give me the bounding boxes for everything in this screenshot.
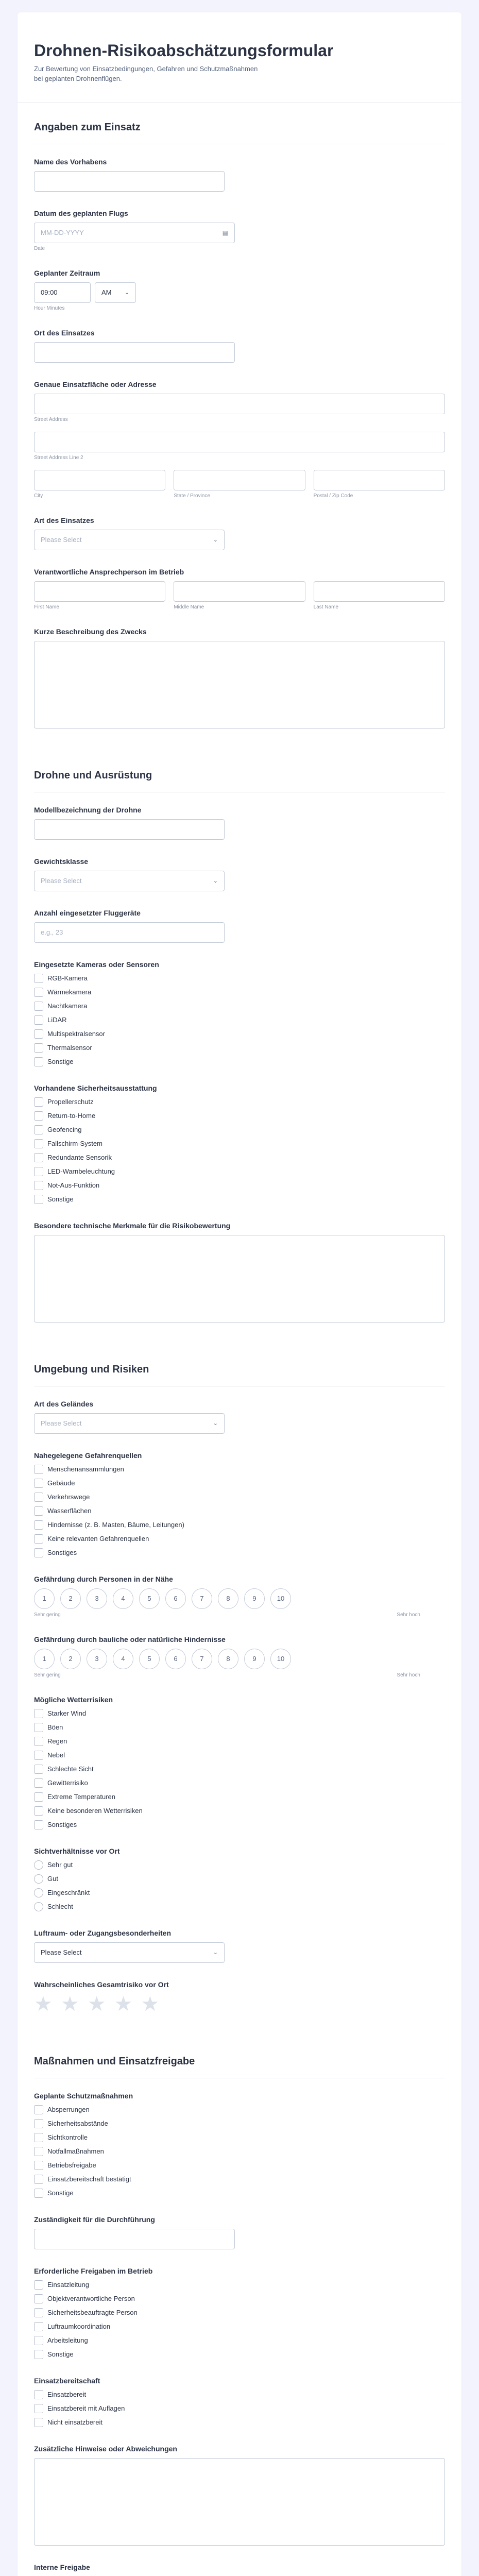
time-input[interactable]: 09:00 xyxy=(34,282,91,303)
star-icon[interactable]: ★ xyxy=(60,1992,79,2015)
option-label: Absperrungen xyxy=(47,2106,90,2114)
section-einsatz xyxy=(18,103,461,751)
checkbox-option[interactable] xyxy=(34,1737,445,1746)
option-label: Hindernisse (z. B. Masten, Bäume, Leitungen) xyxy=(47,1521,184,1529)
street2-sub: Street Address Line 2 xyxy=(34,454,83,461)
checkbox[interactable] xyxy=(34,1153,43,1162)
scale-option[interactable]: 2 xyxy=(60,1588,81,1609)
checkbox-option[interactable] xyxy=(34,2308,445,2317)
checkbox-option[interactable] xyxy=(34,1139,445,1148)
section-drohne xyxy=(18,751,461,1345)
checkbox-option[interactable] xyxy=(34,1778,445,1788)
field-responsible xyxy=(34,2215,445,2249)
measures-label: Geplante Schutzmaßnahmen xyxy=(34,2091,133,2100)
option-label: Sicherheitsabstände xyxy=(47,2120,108,2128)
checkbox[interactable] xyxy=(34,1723,43,1732)
option-label: Nebel xyxy=(47,1751,65,1759)
option-label: Sonstige xyxy=(47,1058,74,1066)
scale-option[interactable]: 6 xyxy=(165,1588,186,1609)
checkbox-option[interactable] xyxy=(34,1751,445,1760)
ampm-value: AM xyxy=(101,289,112,297)
checkbox[interactable] xyxy=(34,1125,43,1134)
checkbox[interactable] xyxy=(34,1057,43,1066)
option-label: Keine besonderen Wetterrisiken xyxy=(47,1807,143,1815)
option-label: Verkehrswege xyxy=(47,1493,90,1501)
weight-label: Gewichtsklasse xyxy=(34,857,89,866)
section-title: Drohne und Ausrüstung xyxy=(34,770,445,792)
option-label: Arbeitsleitung xyxy=(47,2336,88,2345)
checkbox[interactable] xyxy=(34,1015,43,1025)
scale-option[interactable]: 4 xyxy=(113,1588,133,1609)
first-sub: First Name xyxy=(34,604,59,610)
scale-option[interactable]: 1 xyxy=(34,1649,55,1669)
field-place xyxy=(34,329,445,363)
checkbox-option[interactable] xyxy=(34,2189,445,2198)
date-placeholder: MM-DD-YYYY xyxy=(41,229,84,237)
weight-select[interactable] xyxy=(34,871,225,891)
option-label: Propellerschutz xyxy=(47,1098,94,1106)
checkbox-option[interactable] xyxy=(34,1111,445,1121)
option-label: Gut xyxy=(47,1875,58,1883)
option-label: Gebäude xyxy=(47,1479,75,1487)
option-label: Schlecht xyxy=(47,1903,73,1911)
field-type xyxy=(34,516,445,550)
count-input[interactable]: e.g., 23 xyxy=(34,922,225,943)
checkbox[interactable] xyxy=(34,1534,43,1544)
chevron-down-icon: ⌄ xyxy=(213,1950,218,1956)
field-measures xyxy=(34,2092,445,2198)
checkbox-option[interactable] xyxy=(34,2147,445,2156)
form-subtitle: Zur Bewertung von Einsatzbedingungen, Gefahren und Schutzmaßnahmen bei geplanten Drohnenflügen. xyxy=(34,65,258,82)
checkbox[interactable] xyxy=(34,1778,43,1788)
star-icon[interactable]: ★ xyxy=(141,1992,160,2015)
checkbox-option[interactable] xyxy=(34,988,445,997)
field-contact xyxy=(34,568,445,610)
signature-label: Interne Freigabe xyxy=(34,2563,90,2571)
option-label: Einsatzbereit mit Auflagen xyxy=(47,2404,125,2413)
option-label: Eingeschränkt xyxy=(47,1889,90,1897)
option-label: Einsatzbereitschaft bestätigt xyxy=(47,2175,131,2183)
scale-high-label: Sehr hoch xyxy=(397,1612,420,1618)
checkbox[interactable] xyxy=(34,1820,43,1829)
field-address xyxy=(34,380,445,499)
option-label: Objektverantwortliche Person xyxy=(47,2295,135,2303)
checkbox-option[interactable] xyxy=(34,1057,445,1066)
checkbox-option[interactable] xyxy=(34,2280,445,2290)
middle-name-input[interactable] xyxy=(174,581,305,602)
checkbox-option[interactable] xyxy=(34,1709,445,1718)
option-label: Redundante Sensorik xyxy=(47,1154,112,1162)
field-cams xyxy=(34,960,445,1066)
checkbox-option[interactable] xyxy=(34,1792,445,1802)
field-model xyxy=(34,806,445,840)
last-sub: Last Name xyxy=(313,604,339,610)
checkbox[interactable] xyxy=(34,2308,43,2317)
model-input[interactable] xyxy=(34,819,225,840)
checkbox[interactable] xyxy=(34,1465,43,1474)
field-ready xyxy=(34,2377,445,2427)
field-approvals xyxy=(34,2267,445,2359)
scale-option[interactable]: 5 xyxy=(139,1588,160,1609)
approvals-label: Erforderliche Freigaben im Betrieb xyxy=(34,2266,153,2275)
checkbox[interactable] xyxy=(34,1751,43,1760)
risk-rating xyxy=(34,1994,445,2014)
field-weight xyxy=(34,857,445,891)
notes-textarea[interactable] xyxy=(34,2458,445,2546)
checkbox-option[interactable] xyxy=(34,1479,445,1488)
option-label: Multispektralsensor xyxy=(47,1030,105,1038)
option-label: Schlechte Sicht xyxy=(47,1765,94,1773)
radio-button[interactable] xyxy=(34,1888,43,1897)
scale-low-label: Sehr gering xyxy=(34,1612,61,1618)
star-icon[interactable]: ★ xyxy=(87,1992,106,2015)
option-label: Sichtkontrolle xyxy=(47,2133,88,2142)
street-sub: Street Address xyxy=(34,416,68,422)
checkbox[interactable] xyxy=(34,2404,43,2413)
obstacles-label: Gefährdung durch bauliche oder natürliche Hindernisse xyxy=(34,1635,226,1643)
checkbox[interactable] xyxy=(34,1806,43,1816)
state-input[interactable] xyxy=(174,470,305,490)
scale-option[interactable]: 10 xyxy=(270,1649,291,1669)
cams-label: Eingesetzte Kameras oder Sensoren xyxy=(34,960,159,969)
scale-option[interactable]: 1 xyxy=(34,1588,55,1609)
checkbox-option[interactable] xyxy=(34,2119,445,2128)
checkbox[interactable] xyxy=(34,1765,43,1774)
scale-option[interactable]: 9 xyxy=(244,1588,265,1609)
checkbox[interactable] xyxy=(34,1493,43,1502)
scale-option[interactable]: 8 xyxy=(218,1649,238,1669)
option-label: Sonstige xyxy=(47,2189,74,2197)
option-label: Starker Wind xyxy=(47,1709,87,1718)
chevron-down-icon: ⌄ xyxy=(213,1420,218,1427)
option-label: Notfallmaßnahmen xyxy=(47,2147,104,2156)
ready-label: Einsatzbereitschaft xyxy=(34,2376,100,2385)
scale-option[interactable]: 2 xyxy=(60,1649,81,1669)
field-purpose xyxy=(34,628,445,728)
checkbox[interactable] xyxy=(34,2189,43,2198)
form-header xyxy=(18,12,461,103)
first-name-input[interactable] xyxy=(34,581,165,602)
weight-placeholder: Please Select xyxy=(41,877,82,885)
scale-high-label: Sehr hoch xyxy=(397,1672,420,1678)
checkbox-option[interactable] xyxy=(34,2336,445,2345)
option-label: Nicht einsatzbereit xyxy=(47,2418,102,2427)
option-label: Return-to-Home xyxy=(47,1112,96,1120)
calendar-icon[interactable]: ▦ xyxy=(222,229,228,236)
option-label: Regen xyxy=(47,1737,67,1745)
checkbox[interactable] xyxy=(34,1043,43,1053)
option-label: Wärmekamera xyxy=(47,988,92,996)
checkbox-option[interactable] xyxy=(34,1493,445,1502)
city-input[interactable] xyxy=(34,470,165,490)
zip-input[interactable] xyxy=(314,470,445,490)
type-label: Art des Einsatzes xyxy=(34,516,94,524)
checkbox[interactable] xyxy=(34,2336,43,2345)
option-label: Sehr gut xyxy=(47,1861,73,1869)
scale-option[interactable]: 9 xyxy=(244,1649,265,1669)
option-label: Geofencing xyxy=(47,1126,82,1134)
checkbox[interactable] xyxy=(34,1737,43,1746)
state-sub: State / Province xyxy=(174,493,210,499)
scale-option[interactable]: 3 xyxy=(87,1588,107,1609)
notes-label: Zusätzliche Hinweise oder Abweichungen xyxy=(34,2444,177,2453)
form-card xyxy=(18,12,461,2576)
radio-option[interactable] xyxy=(34,1874,445,1884)
checkbox[interactable] xyxy=(34,1111,43,1121)
field-signature xyxy=(34,2563,445,2576)
scale-low-label: Sehr gering xyxy=(34,1672,61,1678)
checkbox[interactable] xyxy=(34,1029,43,1039)
field-count xyxy=(34,909,445,943)
section-title: Maßnahmen und Einsatzfreigabe xyxy=(34,2056,445,2078)
checkbox-option[interactable] xyxy=(34,1534,445,1544)
option-label: Menschenansammlungen xyxy=(47,1465,124,1473)
persons-scale xyxy=(34,1588,445,1609)
airspace-select[interactable] xyxy=(34,1942,225,1963)
terrain-placeholder: Please Select xyxy=(41,1419,82,1428)
model-label: Modellbezeichnung der Drohne xyxy=(34,805,142,814)
address-label: Genaue Einsatzfläche oder Adresse xyxy=(34,380,157,388)
obstacles-scale xyxy=(34,1649,445,1669)
option-label: Not-Aus-Funktion xyxy=(47,1181,100,1190)
checkbox-option[interactable] xyxy=(34,1548,445,1557)
checkbox-option[interactable] xyxy=(34,1723,445,1732)
scale-option[interactable]: 8 xyxy=(218,1588,238,1609)
checkbox-option[interactable] xyxy=(34,2294,445,2303)
checkbox[interactable] xyxy=(34,988,43,997)
time-sub: Hour Minutes xyxy=(34,305,65,311)
purpose-textarea[interactable] xyxy=(34,641,445,728)
ampm-select[interactable] xyxy=(95,282,136,303)
checkbox[interactable] xyxy=(34,1097,43,1107)
field-risk xyxy=(34,1980,445,2014)
purpose-label: Kurze Beschreibung des Zwecks xyxy=(34,627,147,636)
option-label: Luftraumkoordination xyxy=(47,2323,111,2331)
checkbox[interactable] xyxy=(34,2350,43,2359)
radio-button[interactable] xyxy=(34,1860,43,1870)
responsible-label: Zuständigkeit für die Durchführung xyxy=(34,2215,155,2224)
checkbox-option[interactable] xyxy=(34,974,445,983)
option-label: Fallschirm-System xyxy=(47,1140,102,1148)
checkbox[interactable] xyxy=(34,1167,43,1176)
checkbox-option[interactable] xyxy=(34,2418,445,2427)
checkbox-option[interactable] xyxy=(34,1125,445,1134)
field-features xyxy=(34,1222,445,1323)
checkbox[interactable] xyxy=(34,2390,43,2399)
checkbox-option[interactable] xyxy=(34,1806,445,1816)
count-label: Anzahl eingesetzter Fluggeräte xyxy=(34,908,141,917)
checkbox-option[interactable] xyxy=(34,1015,445,1025)
checkbox-option[interactable] xyxy=(34,1029,445,1039)
checkbox-option[interactable] xyxy=(34,1520,445,1530)
option-label: Sonstige xyxy=(47,1195,74,1204)
checkbox-option[interactable] xyxy=(34,1181,445,1190)
field-date xyxy=(34,209,445,251)
checkbox[interactable] xyxy=(34,2105,43,2114)
option-label: Betriebsfreigabe xyxy=(47,2161,96,2170)
checkbox[interactable] xyxy=(34,2147,43,2156)
option-label: Wasserflächen xyxy=(47,1507,92,1515)
scale-option[interactable]: 5 xyxy=(139,1649,160,1669)
option-label: Gewitterrisiko xyxy=(47,1779,88,1787)
checkbox[interactable] xyxy=(34,2280,43,2290)
zip-sub: Postal / Zip Code xyxy=(313,493,353,499)
section-title: Umgebung und Risiken xyxy=(34,1364,445,1386)
option-label: Thermalsensor xyxy=(47,1044,92,1052)
checkbox-option[interactable] xyxy=(34,2105,445,2114)
contact-label: Verantwortliche Ansprechperson im Betrieb xyxy=(34,567,184,576)
scale-option[interactable]: 7 xyxy=(192,1588,212,1609)
type-placeholder: Please Select xyxy=(41,536,82,544)
star-icon[interactable]: ★ xyxy=(34,1992,53,2015)
risk-label: Wahrscheinliches Gesamtrisiko vor Ort xyxy=(34,1980,169,1989)
field-time xyxy=(34,269,445,311)
date-label: Datum des geplanten Flugs xyxy=(34,209,128,217)
checkbox[interactable] xyxy=(34,1709,43,1718)
field-notes xyxy=(34,2445,445,2546)
checkbox-option[interactable] xyxy=(34,2133,445,2142)
chevron-down-icon: ⌄ xyxy=(213,537,218,544)
terrain-select[interactable] xyxy=(34,1413,225,1434)
airspace-label: Luftraum- oder Zugangsbesonderheiten xyxy=(34,1928,172,1937)
chevron-down-icon: ⌄ xyxy=(124,290,129,296)
scale-option[interactable]: 3 xyxy=(87,1649,107,1669)
checkbox-option[interactable] xyxy=(34,1153,445,1162)
checkbox[interactable] xyxy=(34,1181,43,1190)
checkbox[interactable] xyxy=(34,1506,43,1516)
type-select[interactable] xyxy=(34,530,225,550)
chevron-down-icon: ⌄ xyxy=(213,878,218,885)
airspace-value: Please Select xyxy=(41,1948,82,1957)
persons-label: Gefährdung durch Personen in der Nähe xyxy=(34,1574,173,1583)
terrain-label: Art des Geländes xyxy=(34,1399,94,1408)
checkbox-option[interactable] xyxy=(34,1097,445,1107)
visibility-label: Sichtverhältnisse vor Ort xyxy=(34,1846,120,1855)
checkbox[interactable] xyxy=(34,2418,43,2427)
scale-option[interactable]: 10 xyxy=(270,1588,291,1609)
checkbox-option[interactable] xyxy=(34,2390,445,2399)
checkbox-option[interactable] xyxy=(34,2322,445,2331)
option-label: Sonstiges xyxy=(47,1549,77,1557)
field-safety xyxy=(34,1084,445,1204)
option-label: LiDAR xyxy=(47,1016,67,1024)
checkbox[interactable] xyxy=(34,2133,43,2142)
option-label: Böen xyxy=(47,1723,63,1732)
hazards-label: Nahegelegene Gefahrenquellen xyxy=(34,1451,142,1460)
checkbox[interactable] xyxy=(34,2161,43,2170)
field-obstacles xyxy=(34,1635,445,1678)
field-visibility xyxy=(34,1847,445,1911)
field-project xyxy=(34,158,445,192)
checkbox[interactable] xyxy=(34,1548,43,1557)
last-name-input[interactable] xyxy=(314,581,445,602)
checkbox[interactable] xyxy=(34,1195,43,1204)
section-massnahmen xyxy=(18,2037,461,2576)
checkbox[interactable] xyxy=(34,1520,43,1530)
checkbox[interactable] xyxy=(34,1792,43,1802)
checkbox[interactable] xyxy=(34,1002,43,1011)
scale-option[interactable]: 7 xyxy=(192,1649,212,1669)
option-label: Keine relevanten Gefahrenquellen xyxy=(47,1535,149,1543)
place-input[interactable] xyxy=(34,342,235,363)
field-terrain xyxy=(34,1400,445,1434)
project-label: Name des Vorhabens xyxy=(34,157,107,166)
street2-input[interactable] xyxy=(34,432,445,452)
option-label: Einsatzleitung xyxy=(47,2281,89,2289)
checkbox[interactable] xyxy=(34,2119,43,2128)
project-input[interactable] xyxy=(34,171,225,192)
scale-option[interactable]: 4 xyxy=(113,1649,133,1669)
option-label: Extreme Temperaturen xyxy=(47,1793,115,1801)
section-title: Angaben zum Einsatz xyxy=(34,122,445,144)
checkbox-option[interactable] xyxy=(34,2404,445,2413)
checkbox-option[interactable] xyxy=(34,2161,445,2170)
features-textarea[interactable] xyxy=(34,1235,445,1323)
checkbox-option[interactable] xyxy=(34,2350,445,2359)
checkbox-option[interactable] xyxy=(34,1043,445,1053)
checkbox-option[interactable] xyxy=(34,1506,445,1516)
option-label: Nachtkamera xyxy=(47,1002,88,1010)
radio-button[interactable] xyxy=(34,1902,43,1911)
star-icon[interactable]: ★ xyxy=(114,1992,133,2015)
responsible-input[interactable] xyxy=(34,2229,235,2249)
place-label: Ort des Einsatzes xyxy=(34,328,95,337)
form-title: Drohnen-Risikoabschätzungsformular xyxy=(34,41,334,60)
checkbox[interactable] xyxy=(34,974,43,983)
field-airspace xyxy=(34,1929,445,1963)
radio-option[interactable] xyxy=(34,1888,445,1897)
option-label: Sicherheitsbeauftragte Person xyxy=(47,2309,138,2317)
checkbox-option[interactable] xyxy=(34,2175,445,2184)
radio-option[interactable] xyxy=(34,1902,445,1911)
checkbox-option[interactable] xyxy=(34,1765,445,1774)
field-persons xyxy=(34,1575,445,1618)
safety-label: Vorhandene Sicherheitsausstattung xyxy=(34,1083,157,1092)
checkbox[interactable] xyxy=(34,2175,43,2184)
checkbox-option[interactable] xyxy=(34,1195,445,1204)
option-label: Einsatzbereit xyxy=(47,2391,87,2399)
city-sub: City xyxy=(34,493,43,499)
middle-sub: Middle Name xyxy=(174,604,204,610)
checkbox-option[interactable] xyxy=(34,1820,445,1829)
checkbox[interactable] xyxy=(34,1479,43,1488)
field-weather xyxy=(34,1696,445,1829)
features-label: Besondere technische Merkmale für die Risikobewertung xyxy=(34,1221,231,1230)
option-label: RGB-Kamera xyxy=(47,974,88,982)
checkbox-option[interactable] xyxy=(34,1167,445,1176)
checkbox-option[interactable] xyxy=(34,1002,445,1011)
section-umgebung xyxy=(18,1345,461,2037)
field-hazards xyxy=(34,1451,445,1557)
checkbox-option[interactable] xyxy=(34,1465,445,1474)
checkbox[interactable] xyxy=(34,2322,43,2331)
checkbox[interactable] xyxy=(34,1139,43,1148)
date-input[interactable] xyxy=(34,223,235,243)
radio-button[interactable] xyxy=(34,1874,43,1884)
radio-option[interactable] xyxy=(34,1860,445,1870)
option-label: LED-Warnbeleuchtung xyxy=(47,1167,115,1176)
weather-label: Mögliche Wetterrisiken xyxy=(34,1695,113,1704)
option-label: Sonstiges xyxy=(47,1821,77,1829)
checkbox[interactable] xyxy=(34,2294,43,2303)
option-label: Sonstige xyxy=(47,2350,74,2359)
street-input[interactable] xyxy=(34,394,445,414)
scale-option[interactable]: 6 xyxy=(165,1649,186,1669)
time-label: Geplanter Zeitraum xyxy=(34,268,100,277)
date-sub: Date xyxy=(34,245,45,251)
